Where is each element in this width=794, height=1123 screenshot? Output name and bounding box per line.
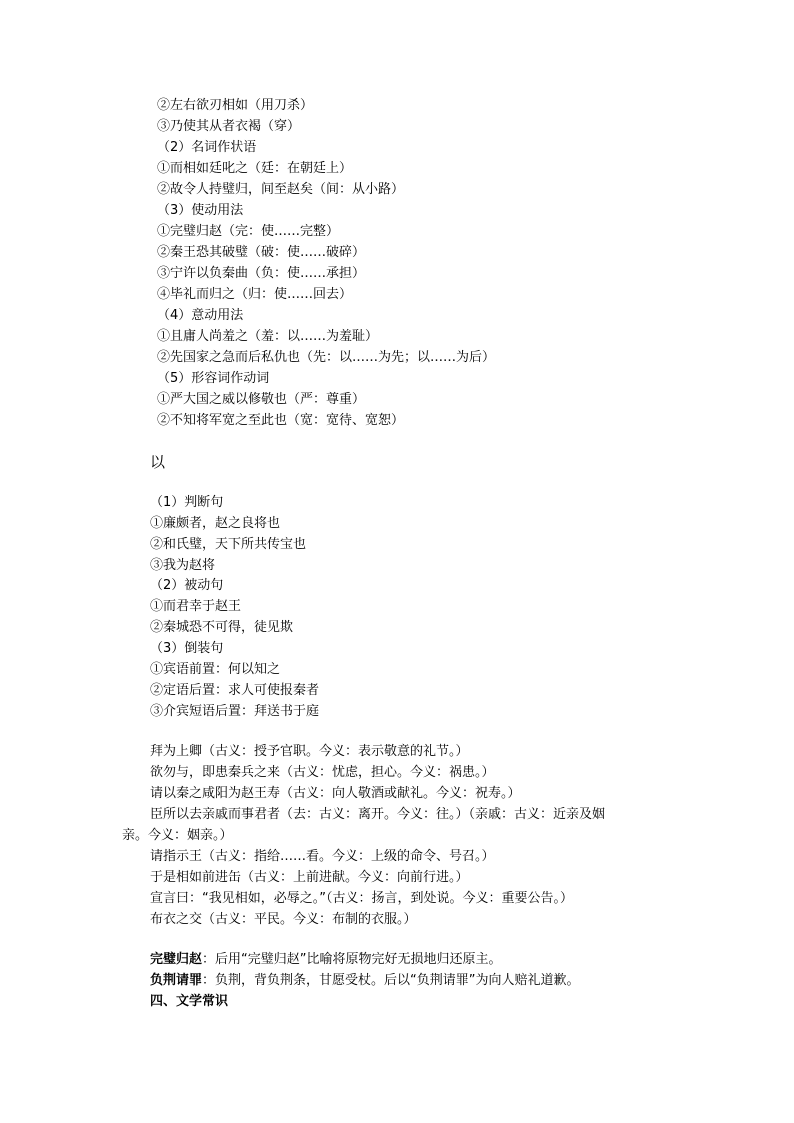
subheading: （5）形容词作动词 bbox=[157, 371, 270, 386]
idiom-line bbox=[150, 950, 502, 970]
text-line: ①廉颇者，赵之良将也 bbox=[150, 516, 281, 531]
text-line: ②不知将军宽之至此也（宽：宽待、宽恕） bbox=[157, 413, 405, 428]
text-line: ①且庸人尚羞之（羞：以……为羞耻） bbox=[157, 329, 379, 344]
text-line: ②秦城恐不可得，徒见欺 bbox=[150, 620, 294, 635]
idiom-text: ：负荆，背负荆条，甘愿受杖。后以“负荆请罪”为向人赔礼道歉。 bbox=[202, 973, 580, 988]
idiom-line bbox=[150, 971, 580, 991]
subheading: （2）名词作状语 bbox=[157, 140, 257, 155]
subheading: （1）判断句 bbox=[150, 495, 224, 510]
text-line: 请指示王（古义：指给……看。今义：上级的命令、号召。） bbox=[150, 849, 495, 864]
text-line: 宣言曰：“我见相如，必辱之。”（古义：扬言，到处说。今义：重要公告。） bbox=[150, 891, 573, 906]
section-heading: 四、文学常识 bbox=[150, 994, 229, 1009]
text-line: ①而君幸于赵王 bbox=[150, 599, 242, 614]
text-line: ②秦王恐其破璧（破：使……破碎） bbox=[157, 245, 366, 260]
subheading: （3）使动用法 bbox=[157, 203, 244, 218]
text-line: 臣所以去亲戚而事君者（去：古义：离开。今义：往。）（亲戚：古义：近亲及姻 bbox=[150, 807, 606, 822]
text-line: ①而相如廷叱之（廷：在朝廷上） bbox=[157, 161, 353, 176]
text-line: ③介宾短语后置：拜送书于庭 bbox=[150, 704, 320, 719]
text-line: ④毕礼而归之（归：使……回去） bbox=[157, 287, 353, 302]
text-line: ③乃使其从者衣褐（穿） bbox=[157, 119, 301, 134]
text-line: ②先国家之急而后私仇也（先：以……为先；以……为后） bbox=[157, 350, 496, 365]
text-line: ③我为赵将 bbox=[150, 558, 216, 573]
text-line: ②定语后置：求人可使报秦者 bbox=[150, 683, 320, 698]
subheading: （3）倒装句 bbox=[150, 641, 224, 656]
idiom-term: 负荆请罪 bbox=[150, 973, 203, 988]
text-line: 请以秦之咸阳为赵王寿（古义：向人敬酒或献礼。今义：祝寿。） bbox=[150, 786, 521, 801]
idiom-term: 完璧归赵 bbox=[150, 952, 203, 967]
text-line: ②和氏璧，天下所共传宝也 bbox=[150, 537, 307, 552]
subheading: （4）意动用法 bbox=[157, 308, 244, 323]
text-line: ③宁许以负秦曲（负：使……承担） bbox=[157, 266, 366, 281]
text-line: ①完璧归赵（完：使……完整） bbox=[157, 224, 340, 239]
text-line: 欲勿与，即患秦兵之来（古义：忧虑，担心。今义：祸患。） bbox=[150, 765, 495, 780]
text-line: ①宾语前置：何以知之 bbox=[150, 662, 281, 677]
section-heading-yi: 以 bbox=[150, 453, 166, 471]
text-line: 拜为上卿（古义：授予官职。今义：表示敬意的礼节。） bbox=[150, 744, 469, 759]
subheading: （2）被动句 bbox=[150, 578, 224, 593]
text-line: 布衣之交（古义：平民。今义：布制的衣服。） bbox=[150, 912, 417, 927]
text-line: ②左右欲刃相如（用刀杀） bbox=[157, 98, 314, 113]
text-line: ②故令人持璧归，间至赵矣（间：从小路） bbox=[157, 182, 405, 197]
idiom-text: ：后用“完璧归赵”比喻将原物完好无损地归还原主。 bbox=[202, 952, 502, 967]
text-line: 亲。今义：姻亲。） bbox=[122, 828, 233, 843]
text-line: ①严大国之威以修敬也（严：尊重） bbox=[157, 392, 366, 407]
text-line: 于是相如前进缶（古义：上前进献。今义：向前行进。） bbox=[150, 870, 469, 885]
